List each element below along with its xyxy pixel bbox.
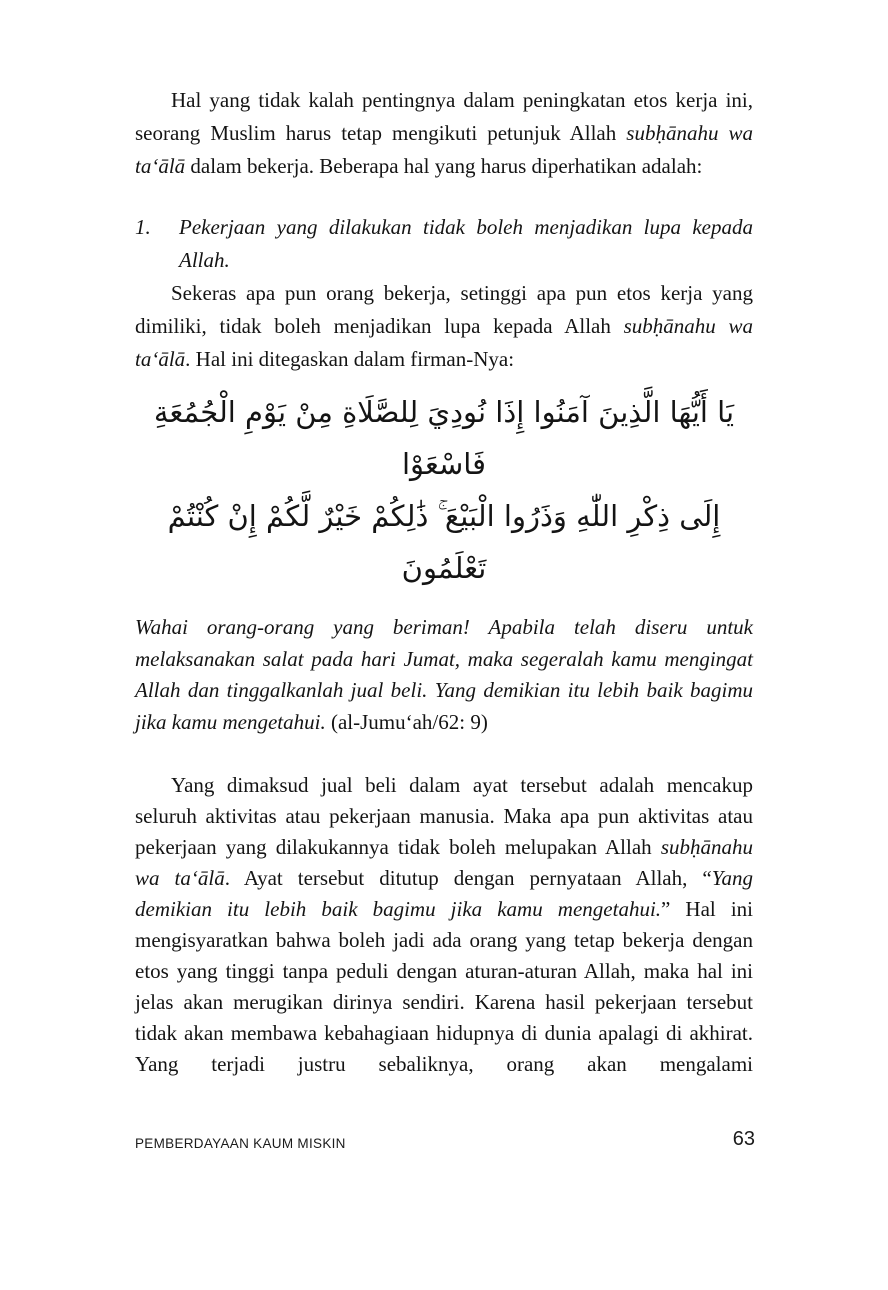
verse-translation-text: Wahai orang-orang yang beriman! Apabila telah diseru untuk melaksanakan salat pada hari Jumat, maka segeralah kamu mengingat Allah dan tinggalkanlah jual beli. Yang demikian itu lebih baik bagimu jika kamu mengetahui. bbox=[135, 615, 753, 734]
paragraph-work-ethic bbox=[135, 277, 753, 376]
quoted-verse-fragment: Yang demikian itu lebih baik bagimu jika kamu mengetahui. bbox=[135, 866, 753, 921]
paragraph-discussion-text-2: . Ayat tersebut ditutup dengan pernyataan Allah, “ bbox=[224, 866, 712, 890]
arabic-verse-line-1: يَا أَيُّهَا الَّذِينَ آمَنُوا إِذَا نُودِيَ لِلصَّلَاةِ مِنْ يَوْمِ الْجُمُعَةِ فَاسْعَوْا bbox=[153, 395, 735, 481]
list-item-text: Pekerjaan yang dilakukan tidak boleh menjadikan lupa kepada Allah. bbox=[179, 215, 753, 272]
arabic-verse-line-2: إِلَى ذِكْرِ اللّٰهِ وَذَرُوا الْبَيْعَ ۚ ذَٰلِكُمْ خَيْرٌ لَّكُمْ إِنْ كُنْتُمْ تَعْلَمُونَ bbox=[167, 499, 721, 585]
list-item-1 bbox=[135, 211, 753, 277]
page-content bbox=[135, 84, 753, 1080]
verse-translation bbox=[135, 612, 753, 738]
arabic-honorific: subḥānahu wa ta‘ālā bbox=[135, 314, 754, 371]
paragraph-discussion-text-3: ” Hal ini mengisyaratkan bahwa boleh jadi ada orang yang tetap bekerja dengan etos yang tinggi tanpa peduli dengan aturan-aturan Allah, maka hal ini jelas akan merugikan dirinya sendiri. Karena hasil pekerjaan tersebut tidak akan membawa kebahagiaan hidupnya di dunia apalagi di akhirat. Yang terjadi justru sebaliknya, orang akan mengalami bbox=[135, 897, 753, 1076]
verse-reference: (al-Jumu‘ah/62: 9) bbox=[325, 709, 488, 734]
paragraph-intro-text-cont: dalam bekerja. Beberapa hal yang harus diperhatikan adalah: bbox=[185, 154, 703, 178]
footer-page-number: 63 bbox=[732, 1128, 755, 1150]
page-footer bbox=[135, 1128, 755, 1151]
arabic-verse bbox=[135, 386, 753, 594]
paragraph-discussion bbox=[135, 770, 753, 1080]
list-item-number: 1. bbox=[135, 215, 151, 239]
paragraph-work-ethic-text-cont: . Hal ini ditegaskan dalam firman-Nya: bbox=[185, 347, 515, 371]
arabic-honorific: subḥānahu wa ta‘ālā bbox=[135, 121, 753, 178]
paragraph-intro bbox=[135, 84, 753, 183]
paragraph-intro-text: Hal yang tidak kalah pentingnya dalam peningkatan etos kerja ini, seorang Muslim harus tetap mengikuti petunjuk Allah bbox=[135, 88, 753, 145]
paragraph-work-ethic-text: Sekeras apa pun orang bekerja, setinggi apa pun etos kerja yang dimiliki, tidak boleh menjadikan lupa kepada Allah bbox=[135, 281, 753, 338]
arabic-honorific: subḥānahu wa ta‘ālā bbox=[135, 835, 753, 890]
footer-running-title: PEMBERDAYAAN KAUM MISKIN bbox=[135, 1136, 346, 1151]
paragraph-discussion-text: Yang dimaksud jual beli dalam ayat tersebut adalah mencakup seluruh aktivitas atau pekerjaan manusia. Maka apa pun aktivitas atau pekerjaan yang dilakukannya tidak boleh melupakan Allah bbox=[135, 773, 753, 859]
